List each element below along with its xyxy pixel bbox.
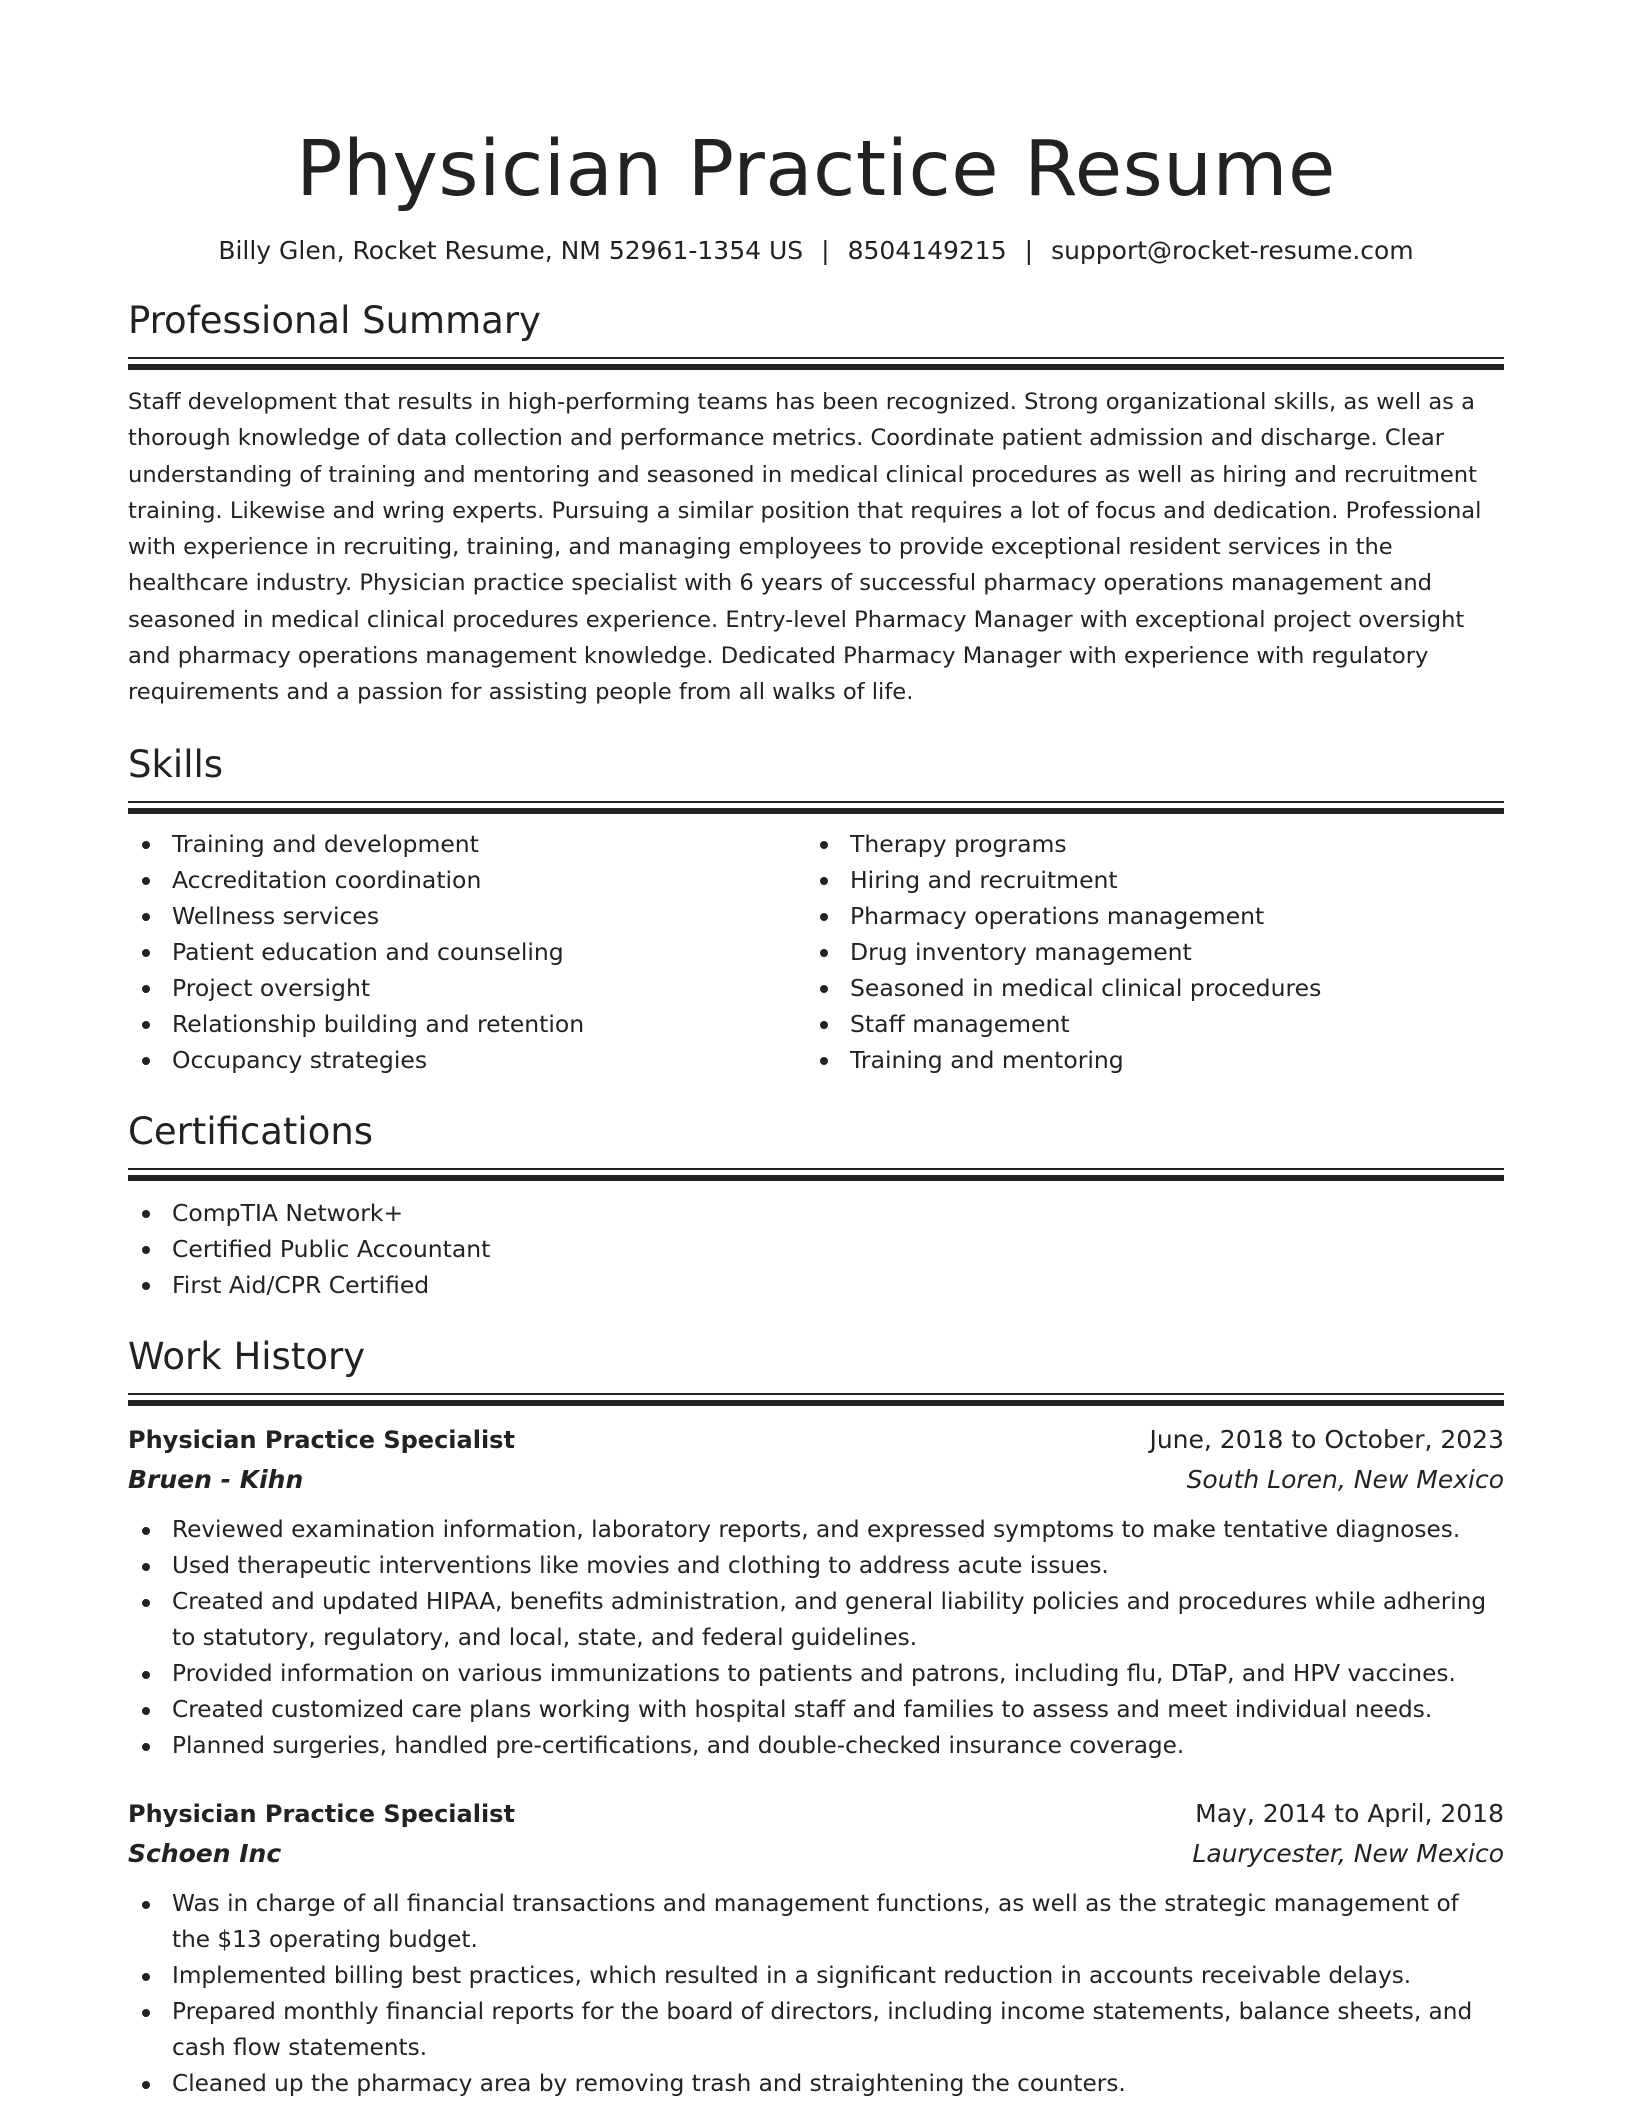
section-divider	[128, 801, 1504, 814]
certification-item: Certified Public Accountant	[128, 1231, 1504, 1267]
contact-line	[128, 234, 1504, 268]
section-divider	[128, 1168, 1504, 1181]
job-duty-item: Prepared monthly financial reports for the board of directors, including income statements, balance sheets, and cash flow statements.	[128, 1994, 1504, 2066]
skill-item: Relationship building and retention	[128, 1006, 806, 1042]
section-divider	[128, 357, 1504, 370]
section-divider	[128, 1393, 1504, 1406]
skills-grid	[128, 826, 1504, 1078]
skill-item: Drug inventory management	[806, 934, 1484, 970]
skill-item: Patient education and counseling	[128, 934, 806, 970]
job-title: Physician Practice Specialist	[128, 1425, 515, 1454]
job-title: Physician Practice Specialist	[128, 1799, 515, 1828]
job-subheader	[128, 1460, 1504, 1500]
certifications-heading: Certifications	[128, 1109, 374, 1153]
skill-item: Training and mentoring	[806, 1042, 1484, 1078]
skill-item: Project oversight	[128, 970, 806, 1006]
certifications-list	[128, 1195, 1504, 1303]
summary-text: Staff development that results in high-performing teams has been recognized. Strong organizational skills, as well as a thorough knowledge of data collection and performance metrics. Coordinate patient admission and discharge. Clear understanding of training and mentoring and seasoned in medical clinical procedures as well as hiring and recruitment training. Likewise and wring experts. Pursuing a similar position that requires a lot of focus and dedication. Professional with experience in recruiting, training, and managing employees to provide exceptional resident services in the healthcare industry. Physician practice specialist with 6 years of successful pharmacy operations management and seasoned in medical clinical procedures experience. Entry-level Pharmacy Manager with exceptional project oversight and pharmacy operations management knowledge. Dedicated Pharmacy Manager with experience with regulatory requirements and a passion for assisting people from all walks of life.	[128, 389, 1482, 706]
job-duty-item: Created customized care plans working with hospital staff and families to assess and meet individual needs.	[128, 1692, 1504, 1728]
job-entry	[128, 1420, 1504, 1764]
certification-item: First Aid/CPR Certified	[128, 1267, 1504, 1303]
job-dates: May, 2014 to April, 2018	[1195, 1798, 1504, 1828]
skill-item: Therapy programs	[806, 826, 1484, 862]
job-header	[128, 1794, 1504, 1834]
skills-right-column	[806, 826, 1484, 1078]
job-duty-item: Provided information on various immunizations to patients and patrons, including flu, DTaP, and HPV vaccines.	[128, 1656, 1504, 1692]
job-duty-item: Implemented billing best practices, which resulted in a significant reduction in accounts receivable delays.	[128, 1958, 1504, 1994]
work-history-section	[128, 1333, 1504, 2102]
resume-page	[128, 0, 1504, 2102]
job-location: Laurycester, New Mexico	[1192, 1838, 1504, 1868]
job-duty-item: Was in charge of all financial transactions and management functions, as well as the strategic management of the $13 operating budget.	[128, 1886, 1504, 1958]
job-location: South Loren, New Mexico	[1186, 1464, 1504, 1494]
job-company: Schoen Inc	[128, 1838, 282, 1868]
contact-phone: 8504149215	[847, 236, 1007, 265]
skill-item: Training and development	[128, 826, 806, 862]
certification-item: CompTIA Network+	[128, 1195, 1504, 1231]
skills-heading: Skills	[128, 742, 224, 786]
skill-item: Wellness services	[128, 898, 806, 934]
skills-section	[128, 741, 1504, 1078]
contact-separator: |	[821, 236, 830, 265]
skills-left-column	[128, 826, 806, 1078]
job-duties-list	[128, 1886, 1504, 2102]
certifications-section	[128, 1108, 1504, 1303]
skill-item: Staff management	[806, 1006, 1484, 1042]
contact-address: Billy Glen, Rocket Resume, NM 52961-1354 US	[218, 236, 804, 265]
summary-section	[128, 297, 1504, 711]
skill-item: Occupancy strategies	[128, 1042, 806, 1078]
skill-item: Pharmacy operations management	[806, 898, 1484, 934]
job-header	[128, 1420, 1504, 1460]
job-entry	[128, 1794, 1504, 2102]
skill-item: Hiring and recruitment	[806, 862, 1484, 898]
skill-item: Seasoned in medical clinical procedures	[806, 970, 1484, 1006]
job-duties-list	[128, 1512, 1504, 1764]
summary-heading: Professional Summary	[128, 299, 541, 342]
contact-separator: |	[1024, 236, 1034, 265]
work-history-heading: Work History	[128, 1334, 366, 1378]
contact-email: support@rocket-resume.com	[1051, 236, 1414, 265]
job-dates: June, 2018 to October, 2023	[1149, 1424, 1504, 1454]
job-duty-item: Created and updated HIPAA, benefits administration, and general liability policies and procedures while adhering to statutory, regulatory, and local, state, and federal guidelines.	[128, 1584, 1504, 1656]
job-duty-item: Cleaned up the pharmacy area by removing trash and straightening the counters.	[128, 2066, 1504, 2102]
job-company: Bruen - Kihn	[128, 1464, 304, 1494]
skill-item: Accreditation coordination	[128, 862, 806, 898]
job-duty-item: Planned surgeries, handled pre-certifications, and double-checked insurance coverage.	[128, 1728, 1504, 1764]
job-duty-item: Reviewed examination information, laboratory reports, and expressed symptoms to make tentative diagnoses.	[128, 1512, 1504, 1548]
job-subheader	[128, 1834, 1504, 1874]
resume-title: Physician Practice Resume	[296, 125, 1336, 214]
job-duty-item: Used therapeutic interventions like movies and clothing to address acute issues.	[128, 1548, 1504, 1584]
